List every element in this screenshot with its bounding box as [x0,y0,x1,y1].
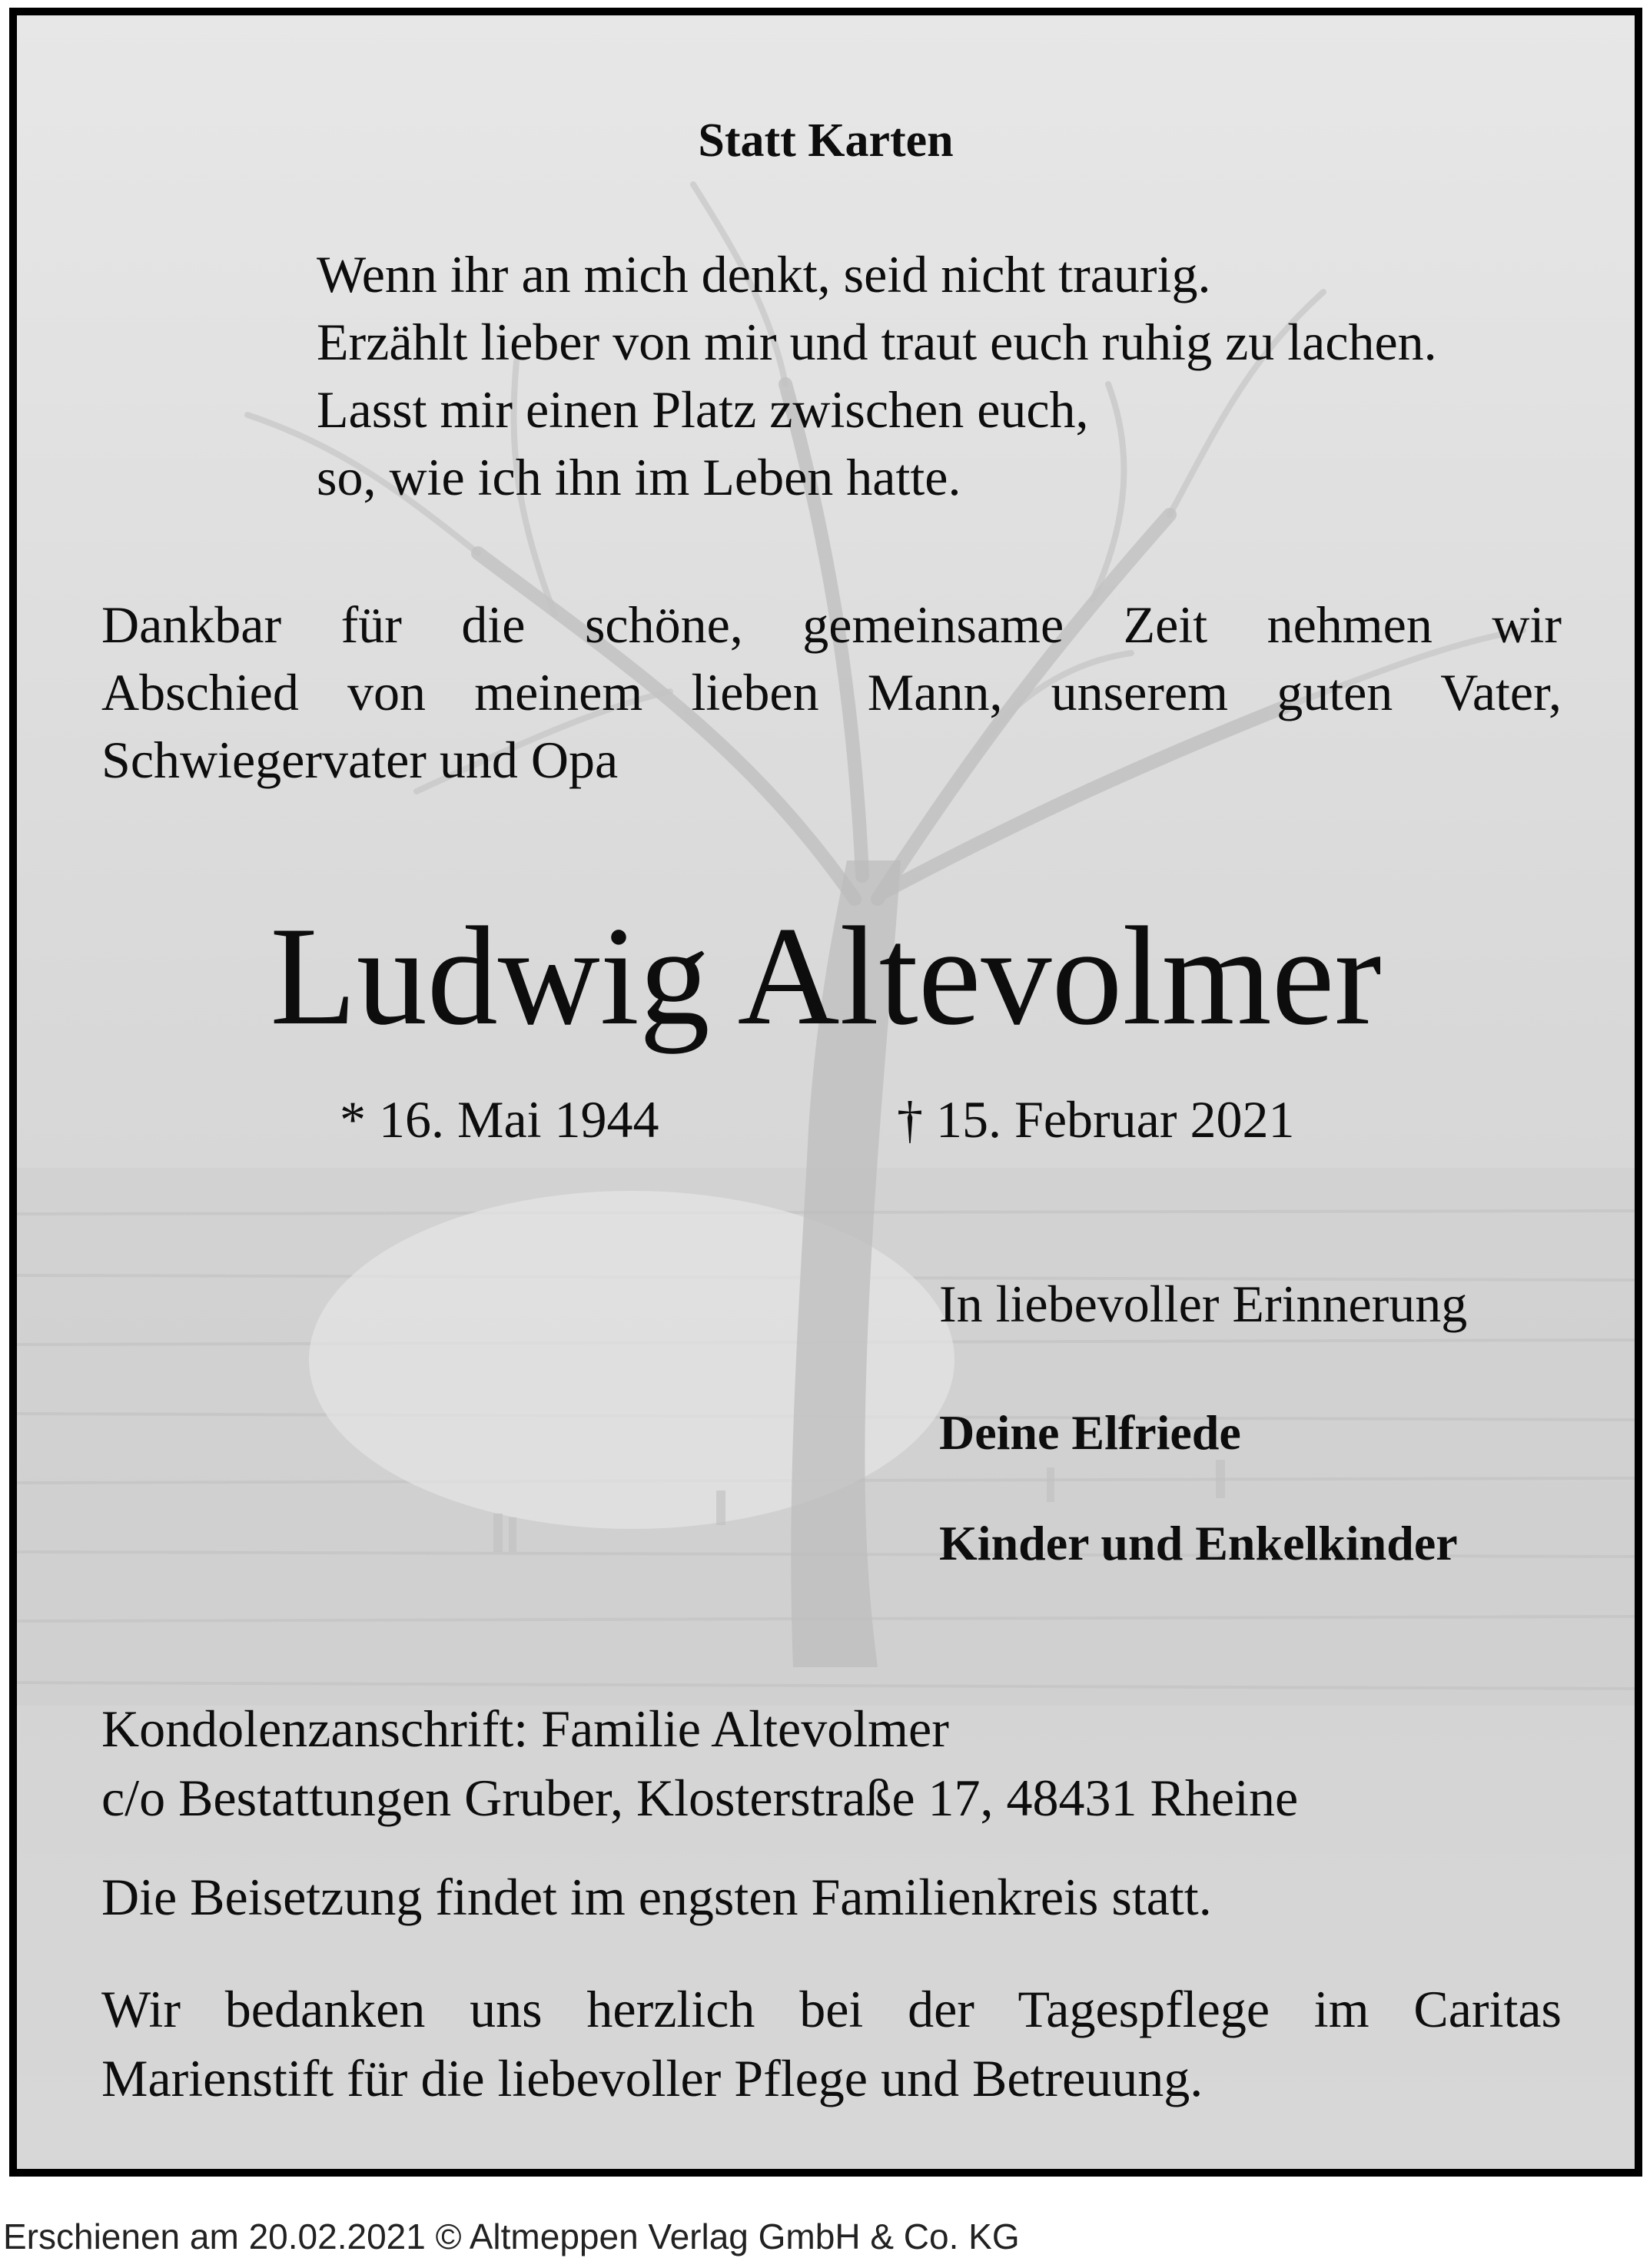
condolence-address [101,1694,1298,1832]
birth-date: * 16. Mai 1944 [340,1090,659,1149]
memorial-verse [317,240,1437,511]
deceased-name: Ludwig Altevolmer [270,897,1382,1054]
intro-line: Dankbar für die schöne, gemeinsame Zeit nehmen wir [101,595,1562,654]
verse-line: Erzählt lieber von mir und traut euch ruhig zu lachen. [317,313,1437,371]
in-memory-line: In liebevoller Erinnerung [939,1275,1468,1333]
signature-spouse: Deine Elfriede [939,1405,1241,1460]
thanks-paragraph [101,1975,1562,2113]
intro-line: Schwiegervater und Opa [101,731,619,789]
intro-paragraph [101,591,1562,794]
heading-statt-karten: Statt Karten [698,114,954,167]
address-line: Kondolenzanschrift: Familie Altevolmer [101,1699,949,1758]
signature-family: Kinder und Enkelkinder [939,1516,1458,1570]
thanks-line: Marienstift für die liebevoller Pflege und Betreuung. [101,2049,1203,2107]
obituary-notice [9,8,1642,2177]
verse-line: Wenn ihr an mich denkt, seid nicht traurig. [317,245,1211,303]
verse-line: so, wie ich ihn im Leben hatte. [317,448,961,506]
intro-line: Abschied von meinem lieben Mann, unserem guten Vater, [101,663,1562,721]
death-date: † 15. Februar 2021 [897,1090,1295,1149]
address-line: c/o Bestattungen Gruber, Klosterstraße 17, 48431 Rheine [101,1769,1299,1827]
publication-footer: Erschienen am 20.02.2021 © Altmeppen Verlag GmbH & Co. KG [3,2217,1020,2256]
burial-note: Die Beisetzung findet im engsten Familienkreis statt. [101,1868,1212,1926]
verse-line: Lasst mir einen Platz zwischen euch, [317,380,1089,439]
thanks-line: Wir bedanken uns herzlich bei der Tagespflege im Caritas [101,1980,1562,2038]
